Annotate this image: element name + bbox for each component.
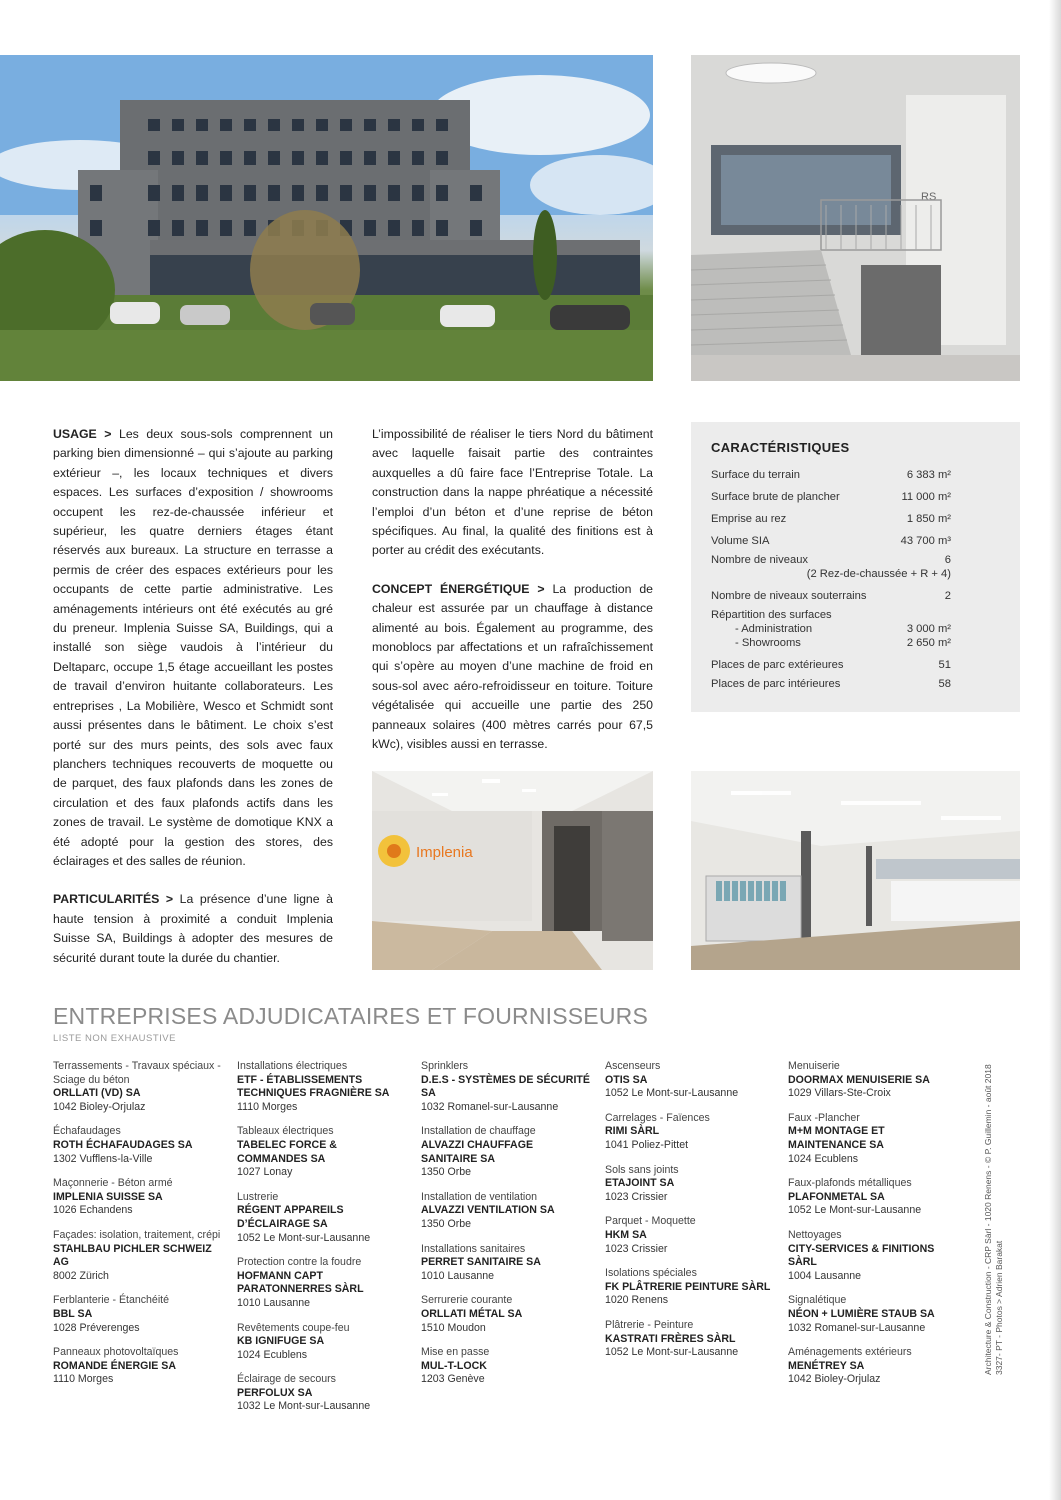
char-row — [711, 608, 951, 622]
supplier-name: ORLLATI (VD) SA — [53, 1087, 141, 1100]
supplier-address: 1020 Renens — [605, 1294, 669, 1307]
supplier-category: Maçonnerie - Béton armé — [53, 1177, 173, 1190]
supplier-name: TABELEC FORCE & COMMANDES SA — [237, 1138, 337, 1165]
supplier-address: 1042 Bioley-Orjulaz — [53, 1100, 146, 1113]
supplier-entry — [788, 1294, 958, 1335]
char-label: Volume SIA — [711, 535, 770, 547]
supplier-address: 1023 Crissier — [605, 1190, 668, 1203]
supplier-name: M+M MONTAGE ET MAINTENANCE SA — [788, 1125, 885, 1151]
supplier-name: ALVAZZI CHAUFFAGE SANITAIRE SA — [421, 1138, 534, 1165]
supplier-category: Nettoyages — [788, 1228, 842, 1241]
photo-building-exterior — [0, 55, 653, 381]
char-row — [711, 553, 951, 581]
supplier-address: 1042 Bioley-Orjulaz — [788, 1373, 881, 1386]
supplier-category: Façades: isolation, traitement, crépi — [53, 1228, 221, 1241]
supplier-address: 1052 Le Mont-sur-Lausanne — [605, 1346, 739, 1359]
supplier-address: 1029 Villars-Ste-Croix — [788, 1087, 891, 1100]
supplier-category: Revêtements coupe-feu — [237, 1321, 350, 1334]
supplier-address: 1510 Moudon — [421, 1321, 486, 1334]
supplier-category: Faux-plafonds métalliques — [788, 1177, 912, 1190]
supplier-entry — [605, 1112, 775, 1153]
stairs-level-sign: RS — [921, 191, 937, 203]
supplier-name: DOORMAX MENUISERIE SA — [788, 1073, 930, 1086]
supplier-category: Menuiserie — [788, 1060, 840, 1072]
char-label: Surface brute de plancher — [711, 491, 840, 503]
usage-text: Les deux sous-sols comprennent un parking bien dimensionné – qui s’ajoute au parking extérieur –, les locaux techniques et divers espaces. Les surfaces d’exposition / showrooms occupent les rez-de-chaussée inférieur et supérieur, les quatre derniers étages étant réservés aux bureaux. La structure en terrasse a permis de créer des espaces extérieurs pour les occupants de cette partie administrative. Les aménagements intérieurs ont été exécutés au gré du preneur. Implenia Suisse SA, Buildings, qui a installé son siège vaudois à l’intérieur du Deltaparc, occupe 1,5 étage accueillant les postes de travail d’environ huitante collaborateurs. Les entreprises , La Mobilière, Wesco et Schmidt sont aussi présentes dans le bâtiment. Le choix s’est porté sur des murs peints, des sols avec faux planchers techniques recouverts de moquette ou de parquet, des faux plafonds dans les zones de circulation et des faux plafonds actifs dans les zones de travail. Le système de domotique KNX a été adopté pour la gestion des stores, des éclairages et des salles de réunion. — [53, 427, 334, 868]
supplier-address: 1110 Morges — [53, 1373, 114, 1386]
supplier-address: 1010 Lausanne — [421, 1269, 495, 1282]
char-row — [711, 622, 951, 636]
interior-staircase-icon — [691, 55, 1020, 381]
supplier-address: 1302 Vufflens-la-Ville — [53, 1152, 153, 1165]
supplier-entry — [237, 1322, 407, 1363]
supplier-address: 1052 Le Mont-sur-Lausanne — [237, 1231, 371, 1244]
supplier-name: ETF - ÉTABLISSEMENTS TECHNIQUES FRAGNIÈRE SA — [237, 1073, 390, 1100]
supplier-category: Installation de chauffage — [421, 1125, 536, 1138]
supplier-name: D.E.S - SYSTÈMES DE SÉCURITÉ SA — [421, 1073, 590, 1100]
supplier-address: 1023 Crissier — [605, 1242, 668, 1255]
supplier-entry — [53, 1294, 223, 1335]
char-row — [711, 490, 951, 504]
suppliers-title: ENTREPRISES ADJUDICATAIRES ET FOURNISSEURS — [53, 1003, 649, 1029]
supplier-entry — [788, 1346, 958, 1387]
supplier-entry — [788, 1060, 958, 1101]
supplier-name: OTIS SA — [605, 1073, 648, 1086]
char-row — [711, 589, 951, 603]
supplier-name: ROTH ÉCHAFAUDAGES SA — [53, 1138, 193, 1151]
supplier-category: Tableaux électriques — [237, 1125, 334, 1138]
supplier-address: 1110 Morges — [237, 1100, 298, 1113]
char-label: Places de parc extérieures — [711, 659, 844, 671]
supplier-name: IMPLENIA SUISSE SA — [53, 1190, 163, 1203]
char-label: - Showrooms — [735, 637, 801, 649]
supplier-name: RÉGENT APPAREILS D’ÉCLAIRAGE SA — [237, 1204, 344, 1230]
supplier-address: 1010 Lausanne — [237, 1296, 311, 1309]
supplier-name: MENÉTREY SA — [788, 1359, 865, 1372]
supplier-address: 1004 Lausanne — [788, 1269, 862, 1282]
supplier-category: Éclairage de secours — [237, 1373, 336, 1386]
vertical-credit — [983, 955, 1013, 1375]
suppliers-column-5 — [788, 1060, 958, 1398]
supplier-category: Panneaux photovoltaïques — [53, 1346, 179, 1359]
open-office-icon — [691, 771, 1020, 970]
char-label: - Administration — [735, 623, 813, 635]
char-value: 51 — [938, 659, 951, 671]
supplier-entry — [605, 1215, 775, 1256]
supplier-entry — [421, 1125, 591, 1179]
supplier-name: FK PLÂTRERIE PEINTURE SÀRL — [605, 1280, 771, 1293]
supplier-category: Serrurerie courante — [421, 1294, 513, 1307]
supplier-category: Aménagements extérieurs — [788, 1346, 912, 1359]
suppliers-column-2 — [237, 1060, 407, 1425]
suppliers-subtitle: LISTE NON EXHAUSTIVE — [53, 1033, 176, 1044]
supplier-category: Ferblanterie - Étanchéité — [53, 1294, 170, 1307]
characteristics-box — [691, 422, 1020, 712]
supplier-entry — [421, 1243, 591, 1284]
supplier-name: STAHLBAU PICHLER SCHWEIZ AG — [53, 1242, 212, 1269]
supplier-category: Terrassements - Travaux spéciaux - Sciage du béton — [53, 1060, 221, 1086]
char-row — [711, 534, 951, 548]
supplier-address: 1032 Romanel-sur-Lausanne — [788, 1321, 926, 1334]
supplier-name: ETAJOINT SA — [605, 1177, 675, 1190]
supplier-entry — [53, 1229, 223, 1283]
char-value: 1 850 m² — [906, 513, 951, 525]
char-row — [711, 468, 951, 482]
paragraph-usage — [53, 425, 333, 871]
credit-line-1: Architecture & Construction - CRP Sàrl - 1020 Renens - © P. Guillemin - août 2018 — [983, 1064, 993, 1375]
supplier-category: Installations électriques — [237, 1060, 348, 1072]
supplier-category: Mise en passe — [421, 1346, 490, 1359]
supplier-entry — [421, 1346, 591, 1387]
supplier-address: 1350 Orbe — [421, 1166, 472, 1179]
char-row — [711, 636, 951, 650]
energy-text: La production de chaleur est assurée par un chauffage à distance alimenté au bois. Également au programme, des monoblocs par affectations et un rafraîchissement qui s’opère au moyen d’une machine de froid en sous-sol avec aéro-refroidisseur en toiture. Toiture végétalisée qui accueille une partie des 250 panneaux solaires (400 mètres carrés pour 67,5 kWc), visibles aussi en terrasse. — [372, 581, 653, 752]
char-row — [711, 512, 951, 526]
supplier-name: MUL-T-LOCK — [421, 1359, 487, 1372]
char-value: 6 383 m² — [906, 469, 951, 481]
supplier-entry — [237, 1256, 407, 1310]
char-label: Surface du terrain — [711, 469, 800, 481]
supplier-name: CITY-SERVICES & FINITIONS SÀRL — [788, 1242, 935, 1269]
energy-heading: CONCEPT ÉNERGÉTIQUE > — [372, 581, 545, 596]
supplier-name: PLAFONMETAL SA — [788, 1190, 885, 1203]
char-label: Nombre de niveaux — [711, 554, 809, 566]
char-value: 6 — [944, 554, 951, 566]
supplier-category: Carrelages - Faïences — [605, 1111, 710, 1124]
supplier-address: 1052 Le Mont-sur-Lausanne — [788, 1204, 922, 1217]
particularites-heading: PARTICULARITÉS > — [53, 892, 174, 907]
supplier-category: Parquet - Moquette — [605, 1215, 696, 1228]
supplier-entry — [237, 1060, 407, 1114]
supplier-address: 1203 Genève — [421, 1373, 485, 1386]
supplier-entry — [237, 1191, 407, 1245]
char-label: Répartition des surfaces — [711, 609, 832, 621]
paragraph-continuation: L’impossibilité de réaliser le tiers Nord du bâtiment avec laquelle faisait partie des contraintes auxquelles a dû faire face l’Entreprise Totale. La construction dans la nappe phréatique a nécessité l’emploi d’un béton et d’une reprise de béton spécifiques. Au final, la qualité des finitions est à porter au crédit des exécutants. — [372, 427, 653, 558]
supplier-category: Sols sans joints — [605, 1163, 679, 1176]
lobby-logo-text: Implenia — [416, 844, 473, 861]
particularites-text: La présence d’une ligne à haute tension à proximité a conduit Implenia Suisse SA, Buildings à adopter des mesures de sécurité durant toute la durée du chantier. — [53, 892, 333, 965]
supplier-address: 8002 Zürich — [53, 1269, 109, 1282]
supplier-entry — [605, 1267, 775, 1308]
supplier-category: Échafaudages — [53, 1125, 121, 1138]
supplier-entry — [605, 1319, 775, 1360]
credit-line-2: 3327- PT - Photos > Adrien Barakat — [994, 1240, 1004, 1375]
supplier-name: BBL SA — [53, 1307, 93, 1320]
supplier-entry — [237, 1373, 407, 1414]
supplier-category: Isolations spéciales — [605, 1267, 697, 1280]
supplier-address: 1032 Le Mont-sur-Lausanne — [237, 1400, 371, 1413]
supplier-name: PERFOLUX SA — [237, 1386, 313, 1399]
exterior-building-icon — [0, 55, 653, 381]
article-column-2 — [372, 425, 653, 755]
supplier-name: ALVAZZI VENTILATION SA — [421, 1204, 555, 1217]
supplier-category: Ascenseurs — [605, 1060, 661, 1072]
supplier-entry — [53, 1125, 223, 1166]
supplier-category: Lustrerie — [237, 1190, 279, 1203]
supplier-name: HKM SA — [605, 1228, 647, 1241]
suppliers-column-3 — [421, 1060, 591, 1398]
supplier-entry — [605, 1164, 775, 1205]
char-value: 2 650 m² — [906, 637, 951, 649]
supplier-category: Installations sanitaires — [421, 1242, 526, 1255]
char-label: Emprise au rez — [711, 513, 787, 525]
photo-interior-staircase — [691, 55, 1020, 381]
char-label: Nombre de niveaux souterrains — [711, 590, 867, 602]
supplier-address: 1041 Poliez-Pittet — [605, 1138, 689, 1151]
supplier-name: HOFMANN CAPT PARATONNERRES SÀRL — [237, 1269, 364, 1296]
supplier-address: 1350 Orbe — [421, 1217, 472, 1230]
supplier-address: 1052 Le Mont-sur-Lausanne — [605, 1087, 739, 1100]
char-value: 58 — [938, 678, 951, 690]
supplier-category: Protection contre la foudre — [237, 1256, 362, 1269]
supplier-entry — [605, 1060, 775, 1101]
supplier-category: Signalétique — [788, 1294, 847, 1307]
supplier-address: 1032 Romanel-sur-Lausanne — [421, 1100, 559, 1113]
supplier-address: 1027 Lonay — [237, 1166, 293, 1179]
supplier-entry — [53, 1177, 223, 1218]
entrance-hall-icon — [372, 771, 653, 970]
paragraph-particularites — [53, 890, 333, 968]
supplier-entry — [788, 1112, 958, 1166]
char-value: 2 — [944, 590, 951, 602]
char-label: Places de parc intérieures — [711, 678, 841, 690]
supplier-address: 1028 Préverenges — [53, 1321, 140, 1334]
supplier-category: Installation de ventilation — [421, 1190, 538, 1203]
usage-heading: USAGE > — [53, 427, 112, 441]
supplier-entry — [421, 1294, 591, 1335]
char-subnote: (2 Rez-de-chaussée + R + 4) — [806, 568, 951, 580]
paragraph-energy — [372, 580, 653, 755]
supplier-name: PERRET SANITAIRE SA — [421, 1256, 541, 1269]
supplier-entry — [53, 1060, 223, 1114]
suppliers-column-4 — [605, 1060, 775, 1371]
supplier-category: Plâtrerie - Peinture — [605, 1318, 694, 1331]
supplier-entry — [788, 1177, 958, 1218]
supplier-name: ORLLATI MÉTAL SA — [421, 1307, 523, 1320]
supplier-entry — [237, 1125, 407, 1179]
char-value: 43 700 m³ — [900, 535, 951, 547]
char-value: 3 000 m² — [906, 623, 951, 635]
supplier-address: 1026 Echandens — [53, 1204, 133, 1217]
supplier-name: KASTRATI FRÈRES SÀRL — [605, 1332, 736, 1345]
char-value: 11 000 m² — [901, 491, 951, 503]
supplier-name: NÉON + LUMIÈRE STAUB SA — [788, 1307, 935, 1320]
supplier-name: ROMANDE ÉNERGIE SA — [53, 1359, 177, 1372]
supplier-address: 1024 Ecublens — [237, 1348, 308, 1361]
supplier-category: Faux -Plancher — [788, 1111, 860, 1124]
photo-entrance-hall — [372, 771, 653, 970]
supplier-entry — [421, 1060, 591, 1114]
supplier-entry — [788, 1229, 958, 1283]
char-row — [711, 658, 951, 672]
supplier-name: KB IGNIFUGE SA — [237, 1335, 325, 1348]
characteristics-title: CARACTÉRISTIQUES — [711, 440, 850, 455]
photo-open-office — [691, 771, 1020, 970]
suppliers-column-1 — [53, 1060, 223, 1398]
supplier-name: RIMI SÀRL — [605, 1125, 660, 1138]
article-column-1 — [53, 425, 333, 968]
page-edge-shadow — [1049, 0, 1061, 1500]
supplier-entry — [421, 1191, 591, 1232]
supplier-address: 1024 Ecublens — [788, 1152, 859, 1165]
char-row — [711, 677, 951, 691]
supplier-category: Sprinklers — [421, 1060, 469, 1072]
supplier-entry — [53, 1346, 223, 1387]
